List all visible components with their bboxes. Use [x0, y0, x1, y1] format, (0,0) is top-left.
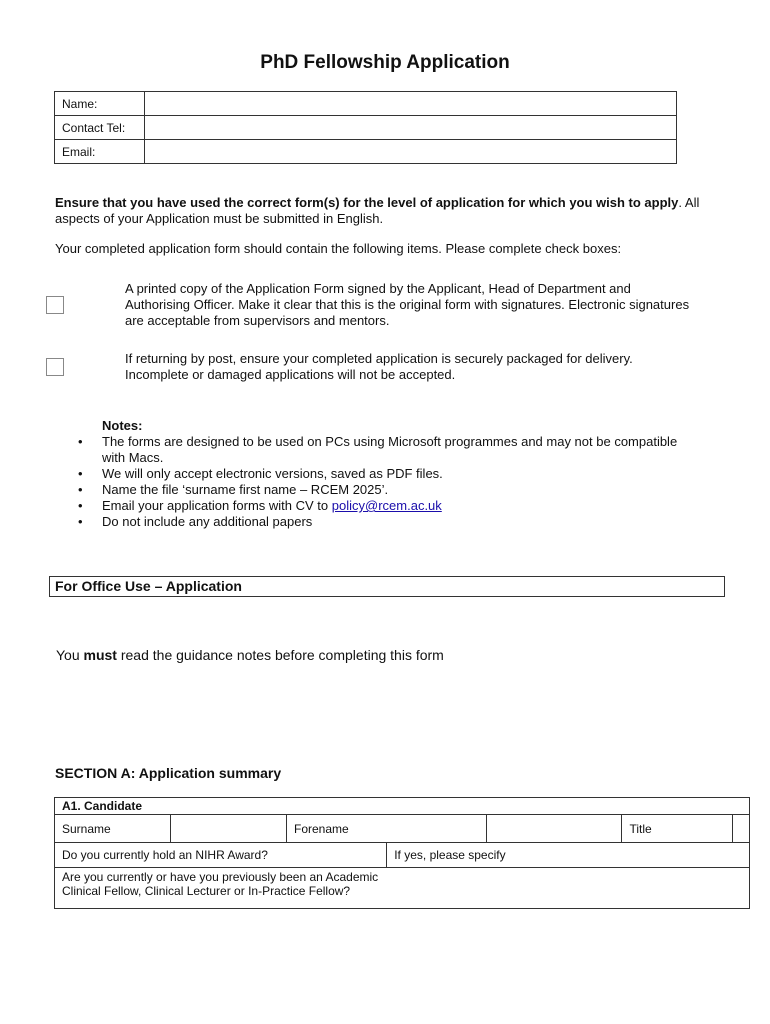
- instructions-paragraph: [55, 195, 705, 227]
- checklist-intro: Your completed application form should contain the following items. Please complete check boxes:: [55, 241, 622, 256]
- email-label: Email:: [55, 140, 145, 164]
- nihr-specify-field[interactable]: [387, 843, 750, 868]
- bullet-icon: •: [78, 466, 83, 481]
- forename-field[interactable]: [487, 815, 622, 843]
- guidance-note: You must read the guidance notes before completing this form: [56, 647, 444, 663]
- surname-field[interactable]: [171, 815, 287, 843]
- title-label: Title: [622, 815, 733, 843]
- contact-tel-label: Contact Tel:: [55, 116, 145, 140]
- checklist-checkbox-2[interactable]: [46, 358, 64, 376]
- bullet-icon: •: [78, 514, 83, 529]
- checklist-checkbox-1[interactable]: [46, 296, 64, 314]
- policy-email-link[interactable]: policy@rcem.ac.uk: [331, 498, 442, 513]
- page-title: PhD Fellowship Application: [260, 52, 510, 73]
- notes-heading: Notes:: [102, 418, 143, 433]
- list-item: • Name the file ‘surname first name – RCEM 2025’.: [78, 482, 389, 497]
- nihr-specify-label: If yes, please specify: [394, 848, 506, 862]
- checklist-item-1: A printed copy of the Application Form signed by the Applicant, Head of Department and Authorising Officer. Make it clear that this is the original form with signatures. Electronic signatures are acceptable from supervisors and mentors.: [125, 281, 690, 328]
- title-field[interactable]: [733, 815, 750, 843]
- notes-list: [78, 434, 702, 530]
- nihr-question: Do you currently hold an NIHR Award?: [55, 843, 387, 868]
- checklist-item-2: If returning by post, ensure your completed application is securely packaged for delivery. Incomplete or damaged applications will not be accepted.: [125, 351, 633, 382]
- email-field[interactable]: [145, 140, 677, 164]
- candidate-table: [54, 797, 750, 909]
- list-item: • Email your application forms with CV to policy@rcem.ac.uk: [78, 498, 442, 513]
- forename-label: Forename: [287, 815, 487, 843]
- surname-label: Surname: [55, 815, 171, 843]
- list-item: • The forms are designed to be used on PCs using Microsoft programmes and may not be compatible with Macs.: [78, 434, 678, 465]
- instructions-rest: . All aspects of your Application must be submitted in English.: [55, 195, 700, 226]
- name-field[interactable]: [145, 92, 677, 116]
- section-a-heading: SECTION A: Application summary: [55, 765, 282, 781]
- a1-title: A1. Candidate: [55, 798, 750, 815]
- name-label: Name:: [55, 92, 145, 116]
- notes-block: [78, 418, 702, 530]
- office-use-box: For Office Use – Application: [49, 576, 725, 597]
- bullet-icon: •: [78, 434, 83, 449]
- instructions-bold: Ensure that you have used the correct form(s) for the level of application for which you wish to apply: [55, 195, 679, 210]
- list-item: • We will only accept electronic versions, saved as PDF files.: [78, 466, 443, 481]
- guidance-emphasis: must: [83, 647, 117, 663]
- contact-tel-field[interactable]: [145, 116, 677, 140]
- bullet-icon: •: [78, 498, 83, 513]
- contact-details-table: [54, 91, 677, 164]
- academic-question: Are you currently or have you previously been an Academic Clinical Fellow, Clinical Lecturer or In-Practice Fellow?: [55, 868, 750, 909]
- bullet-icon: •: [78, 482, 83, 497]
- list-item: • Do not include any additional papers: [78, 514, 313, 529]
